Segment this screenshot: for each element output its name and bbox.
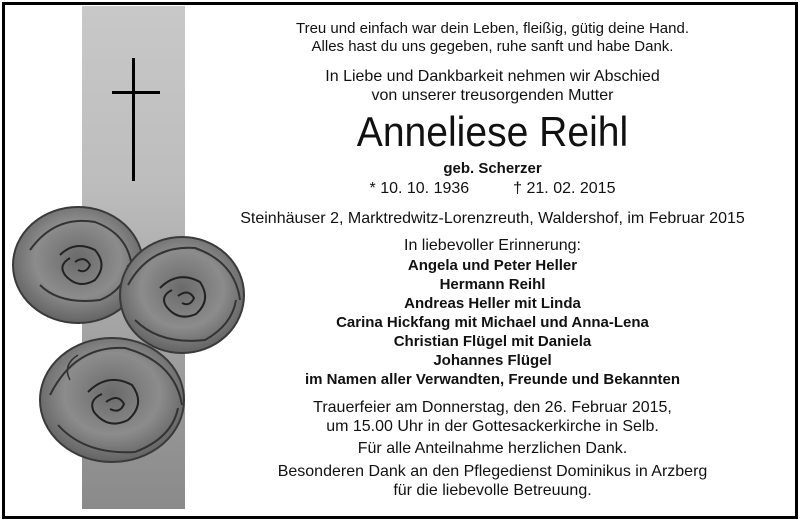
mourner-item: Carina Hickfang mit Michael und Anna-Lena	[336, 314, 649, 331]
funeral-line-2: um 15.00 Uhr in der Gottesackerkirche in Selb.	[326, 418, 659, 435]
mourner-item: Johannes Flügel	[433, 352, 552, 369]
verse-line-2: Alles hast du uns gegeben, ruhe sanft und habe Dank.	[311, 38, 674, 55]
deceased-name: Anneliese Reihl	[356, 108, 629, 155]
address-line: Steinhäuser 2, Marktredwitz-Lorenzreuth, Waldershof, im Februar 2015	[240, 210, 745, 227]
intro-line-2: von unserer treusorgenden Mutter	[371, 87, 614, 104]
thanks-line: Für alle Anteilnahme herzlichen Dank.	[357, 440, 628, 457]
mourner-item: Hermann Reihl	[439, 276, 546, 293]
funeral-line-1: Trauerfeier am Donnerstag, den 26. Februar 2015,	[313, 399, 672, 416]
birth-date: * 10. 10. 1936	[369, 180, 470, 197]
life-dates	[200, 180, 785, 198]
maiden-name: geb. Scherzer	[443, 160, 542, 177]
special-thanks-line-2: für die liebevolle Betreuung.	[393, 482, 592, 499]
rose-bottom	[40, 338, 184, 462]
death-date: † 21. 02. 2015	[513, 180, 616, 197]
mourner-item: Angela und Peter Heller	[407, 257, 578, 274]
verse-line-1: Treu und einfach war dein Leben, fleißig, gütig deine Hand.	[295, 20, 690, 37]
mourner-item: im Namen aller Verwandten, Freunde und Bekannten	[304, 371, 681, 388]
intro-line-1: In Liebe und Dankbarkeit nehmen wir Abschied	[325, 68, 660, 85]
mourners-heading: In liebevoller Erinnerung:	[404, 237, 581, 254]
special-thanks-line-1: Besonderen Dank an den Pflegedienst Dominikus in Arzberg	[277, 463, 708, 480]
mourner-item: Christian Flügel mit Daniela	[393, 333, 592, 350]
mourner-item: Andreas Heller mit Linda	[404, 295, 581, 312]
